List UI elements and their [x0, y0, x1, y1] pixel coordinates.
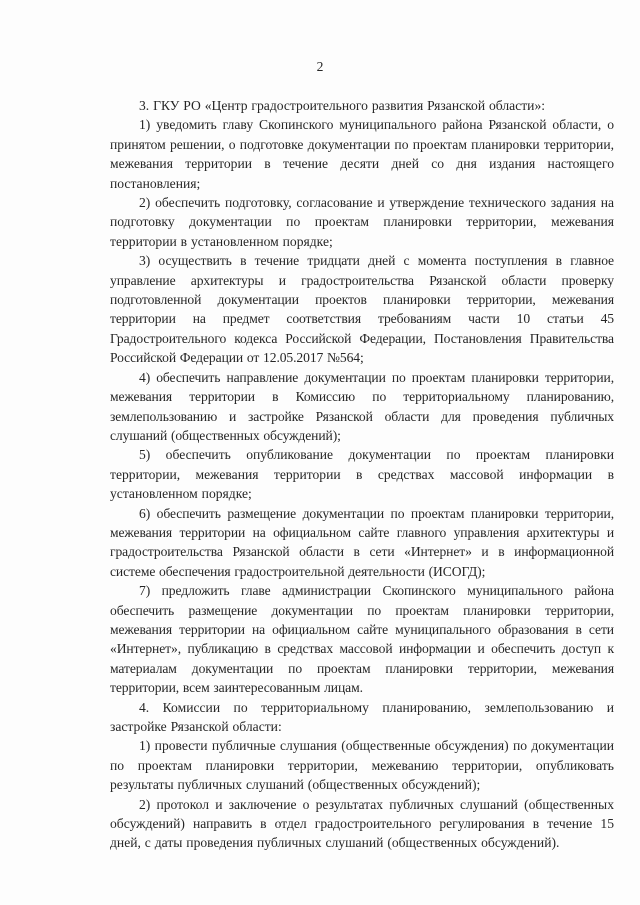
- paragraph-3-7: 7) предложить главе администрации Скопинского муниципального района обеспечить размещение документации по проектам планировки территории, межевания территории на официальном сайте муниципального образования в сети «Интернет», публикацию в средствах массовой информации и обеспечить доступ к материалам документации по проектам планировки территории, межевания территории, всем заинтересованным лицам.: [110, 583, 614, 696]
- paragraph-4-2: 2) протокол и заключение о результатах публичных слушаний (общественных обсуждений) направить в отдел градостроительного регулирования в течение 15 дней, с даты проведения публичных слушаний (общественных обсуждений).: [110, 796, 614, 851]
- paragraph-3-1: 1) уведомить главу Скопинского муниципального района Рязанской области, о принятом решении, о подготовке документации по проектам планировки территории, межевания территории в течение десяти дней со дня издания настоящего постановления;: [110, 117, 614, 191]
- paragraph-3-6: 6) обеспечить размещение документации по проектам планировки территории, межевания территории на официальном сайте главного управления архитектуры и градостроительства Рязанской области в сети «Интернет» и в информационной системе обеспечения градостроительной деятельности (ИСОГД);: [110, 505, 614, 579]
- document-body: [110, 96, 614, 853]
- paragraph-section-4: 4. Комиссии по территориальному планированию, землепользованию и застройке Рязанской области:: [110, 699, 614, 734]
- paragraph-3-5: 5) обеспечить опубликование документации по проектам планировки территории, межевания территории в средствах массовой информации в установленном порядке;: [110, 447, 614, 502]
- page-number: 2: [316, 59, 324, 74]
- paragraph-section-3: 3. ГКУ РО «Центр градостроительного развития Рязанской области»:: [139, 98, 546, 113]
- paragraph-3-4: 4) обеспечить направление документации по проектам планировки территории, межевания территории в Комиссию по территориальному планированию, землепользованию и застройке Рязанской области для проведения публичных слушаний (общественных обсуждений);: [110, 369, 614, 443]
- paragraph-3-2: 2) обеспечить подготовку, согласование и утверждение технического задания на подготовку документации по проектам планировки территории, межевания территории в установленном порядке;: [110, 195, 614, 249]
- paragraph-4-1: 1) провести публичные слушания (общественные обсуждения) по документации по проектам планировки территории, межеванию территории, опубликовать результаты публичных слушаний (общественных обсуждений);: [110, 738, 614, 793]
- paragraph-3-3: 3) осуществить в течение тридцати дней с момента поступления в главное управление архитектуры и градостроительства Рязанской области проверку подготовленной документации проектов планировки территории, межевания территории на предмет соответствия требованиям части 10 статьи 45 Градостроительного кодекса Российской Федерации, Постановления Правительства Российской Федерации от 12.05.2017 №564;: [110, 253, 614, 366]
